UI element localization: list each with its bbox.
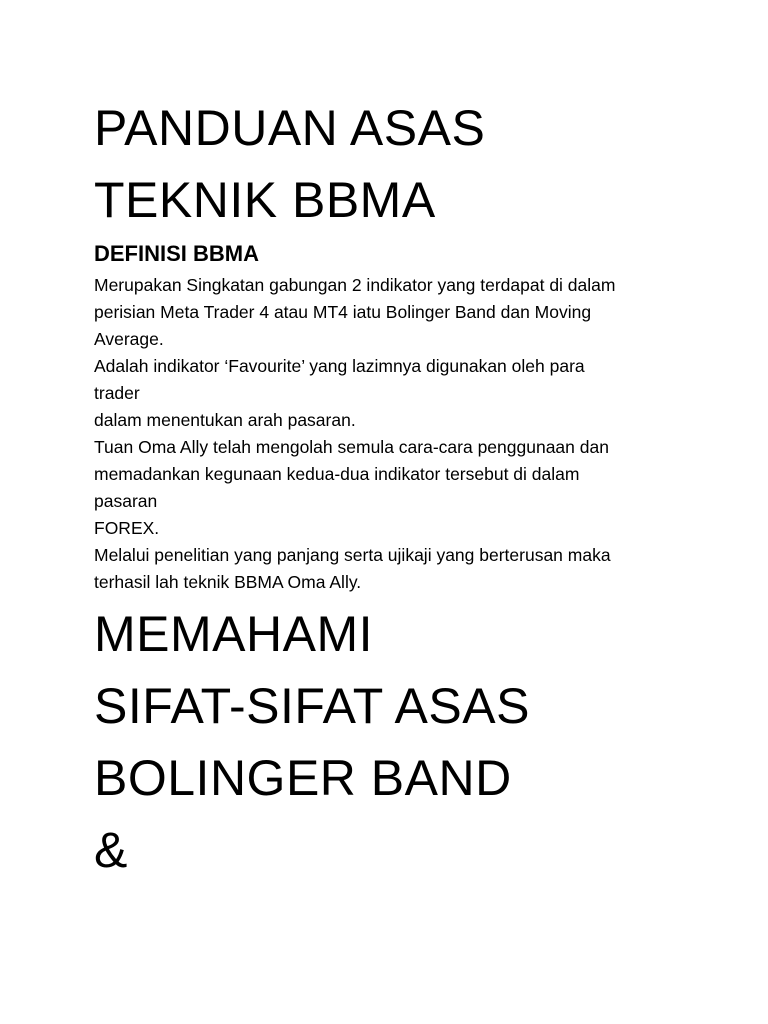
body-line: Merupakan Singkatan gabungan 2 indikator yang terdapat di dalam: [94, 275, 616, 295]
document-page: [94, 92, 714, 886]
body-line: FOREX.: [94, 518, 160, 538]
title-line: BOLINGER BAND: [94, 750, 512, 806]
title-line: SIFAT-SIFAT ASAS: [94, 678, 530, 734]
title-line: MEMAHAMI: [94, 606, 373, 662]
body-line: Melalui penelitian yang panjang serta ujikaji yang berterusan maka: [94, 545, 611, 565]
body-line: pasaran: [94, 491, 158, 511]
body-line: terhasil lah teknik BBMA Oma Ally.: [94, 572, 362, 592]
body-line: Tuan Oma Ally telah mengolah semula cara-cara penggunaan dan: [94, 437, 609, 457]
body-line: Adalah indikator ‘Favourite’ yang lazimnya digunakan oleh para: [94, 356, 585, 376]
document-title: [94, 92, 714, 236]
body-line: perisian Meta Trader 4 atau MT4 iatu Bolinger Band dan Moving: [94, 302, 592, 322]
title-line: TEKNIK BBMA: [94, 172, 436, 228]
body-line: Average.: [94, 329, 164, 349]
body-line: trader: [94, 383, 140, 403]
second-title: [94, 598, 714, 886]
title-line: &: [94, 822, 128, 878]
body-line: memadankan kegunaan kedua-dua indikator tersebut di dalam: [94, 464, 580, 484]
title-line: PANDUAN ASAS: [94, 100, 486, 156]
section-heading: DEFINISI BBMA: [94, 241, 259, 266]
body-paragraph: [94, 272, 714, 596]
body-line: dalam menentukan arah pasaran.: [94, 410, 356, 430]
